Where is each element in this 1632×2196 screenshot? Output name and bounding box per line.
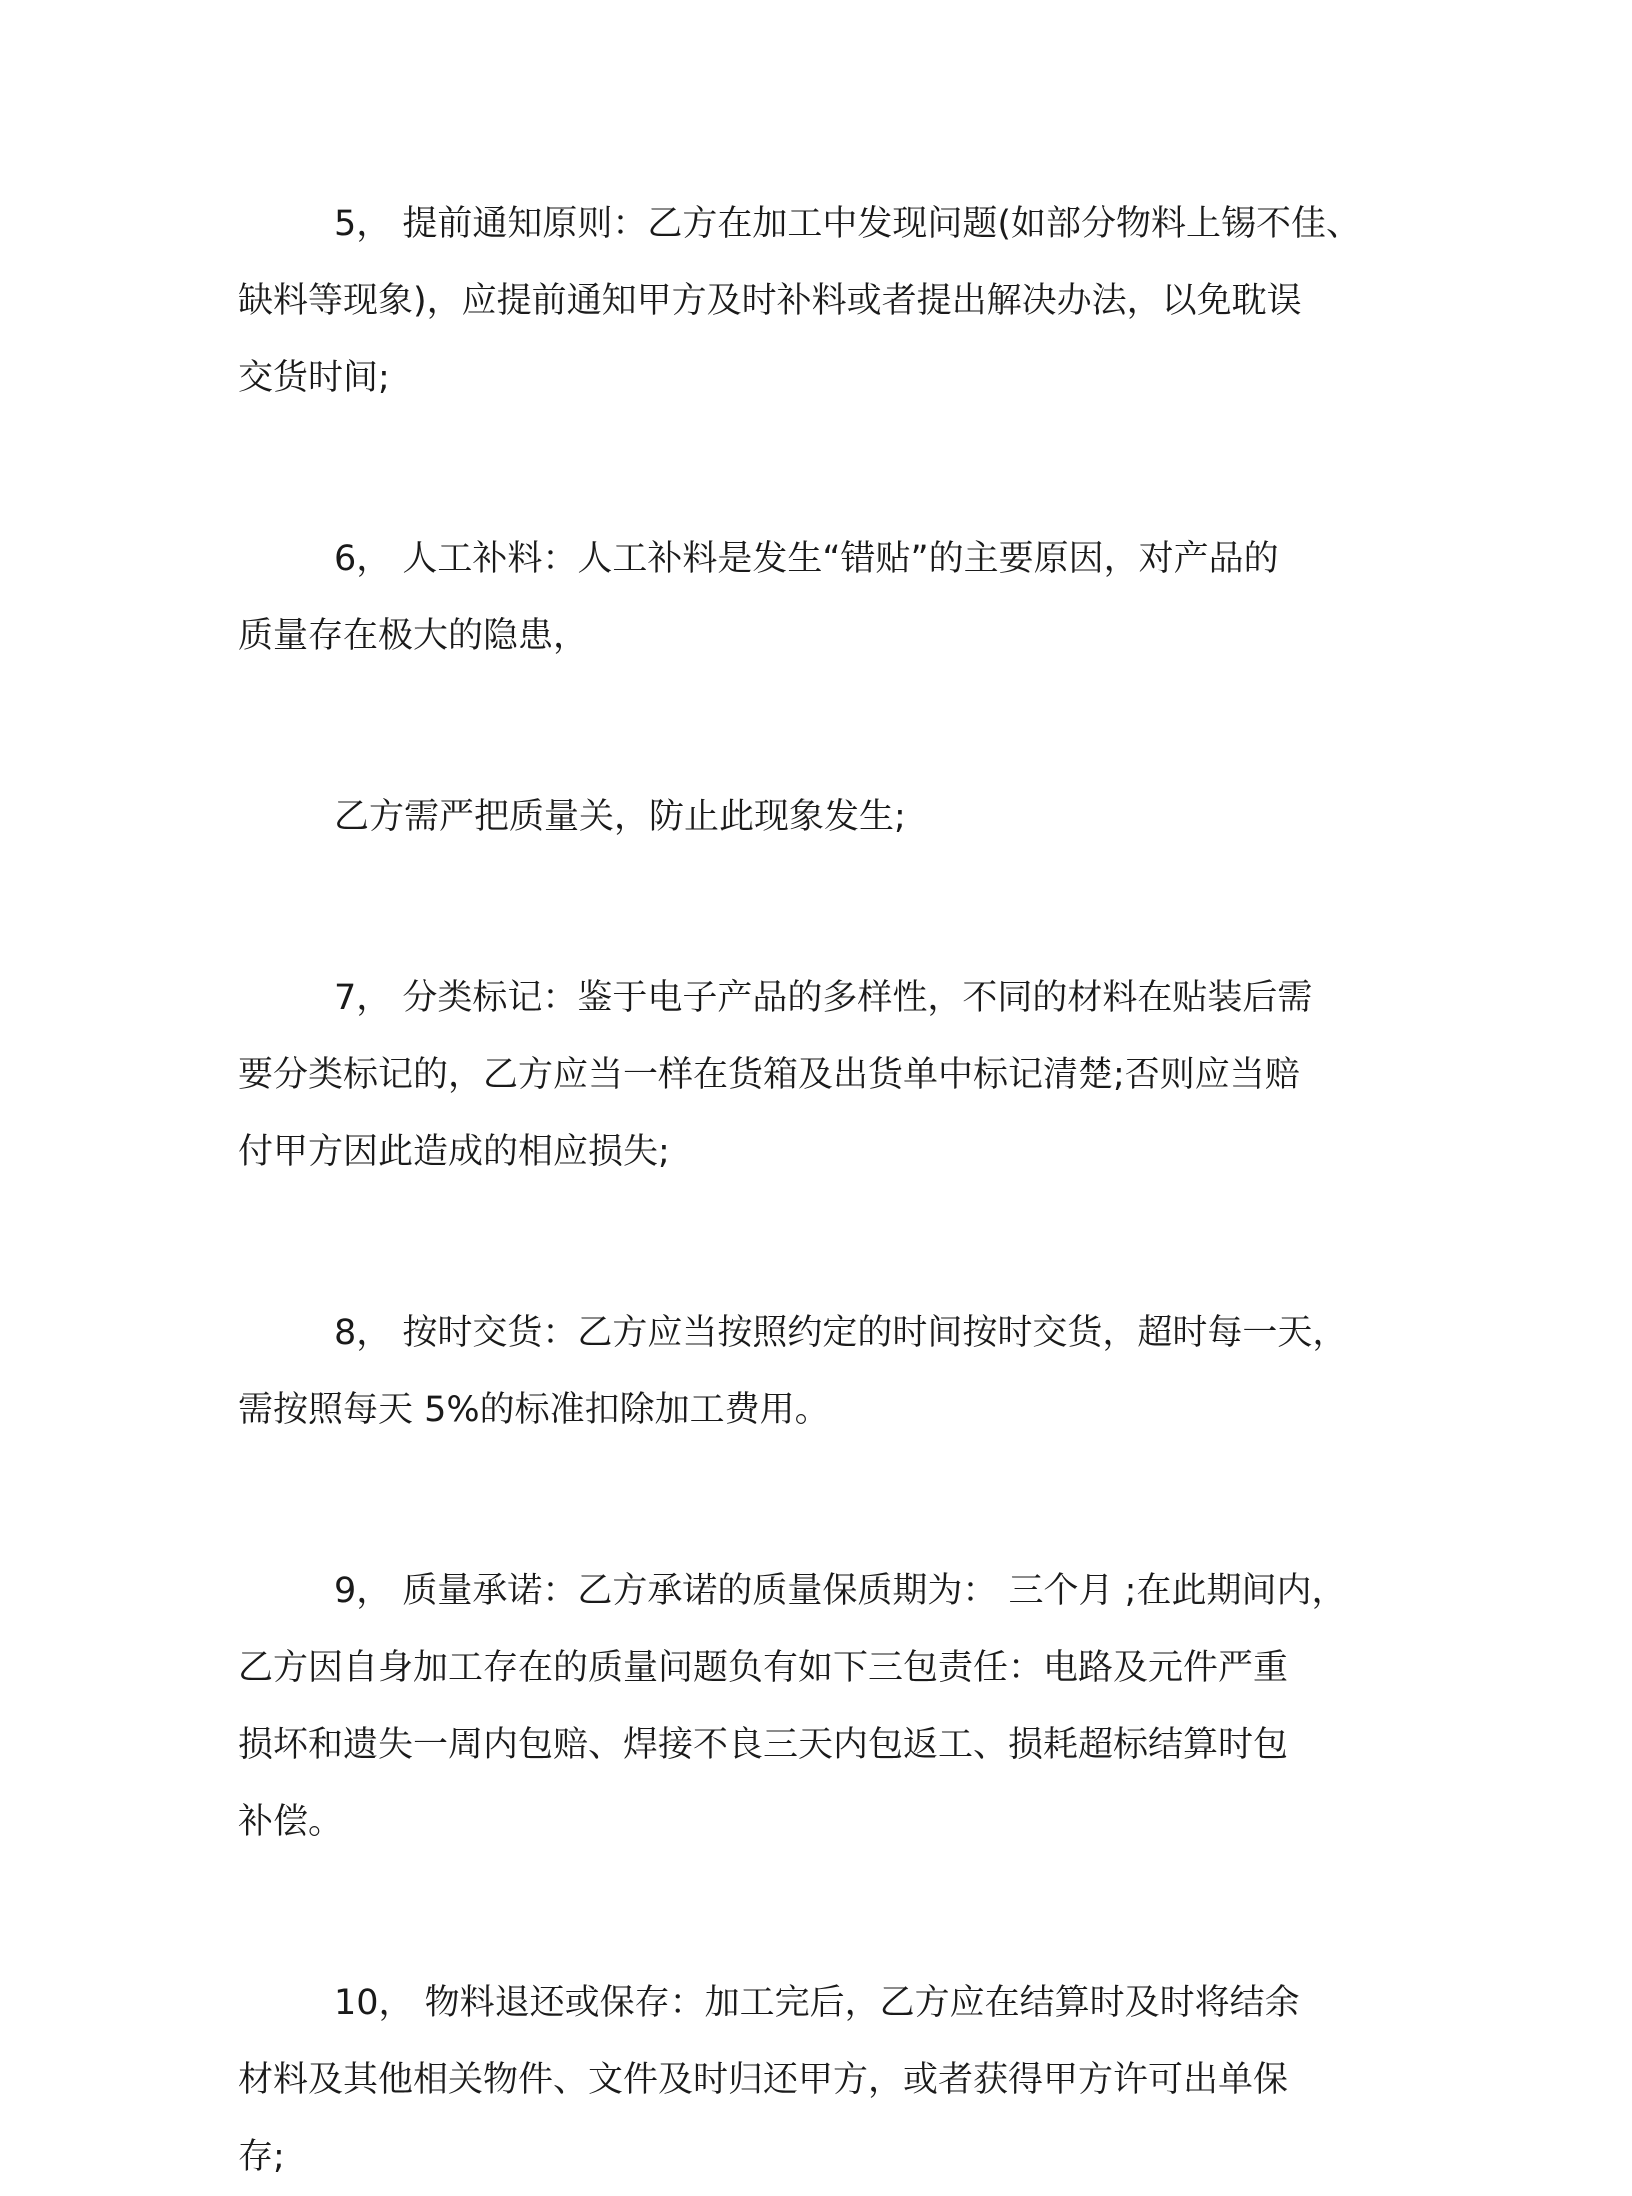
paragraph-spacer (238, 675, 1418, 779)
clause-5 (238, 186, 1418, 417)
clause-10-line-1: 10， 物料退还或保存：加工完后，乙方应在结算时及时将结余 (334, 1983, 1300, 2023)
paragraph-spacer (238, 856, 1418, 960)
document-body (238, 186, 1418, 2196)
paragraph-spacer (238, 417, 1418, 521)
clause-6 (238, 521, 1418, 675)
clause-8-line-1: 8， 按时交货：乙方应当按照约定的时间按时交货，超时每一天， (334, 1313, 1348, 1353)
clause-5-line-1: 5， 提前通知原则：乙方在加工中发现问题(如部分物料上锡不佳、 (334, 204, 1362, 244)
clause-7-line-2: 要分类标记的，乙方应当一样在货箱及出货单中标记清楚;否则应当赔 (238, 1055, 1300, 1095)
clause-10 (238, 1965, 1418, 2196)
clause-9-line-2: 乙方因自身加工存在的质量问题负有如下三包责任：电路及元件严重 (238, 1648, 1289, 1688)
paragraph-spacer (238, 1191, 1418, 1295)
clause-8-line-2: 需按照每天 5%的标准扣除加工费用。 (238, 1390, 830, 1430)
clause-7-line-1: 7， 分类标记：鉴于电子产品的多样性，不同的材料在贴装后需 (334, 978, 1313, 1018)
clause-7 (238, 960, 1418, 1191)
clause-6-continuation (238, 779, 1418, 856)
clause-9-line-1: 9， 质量承诺：乙方承诺的质量保质期为： 三个月 ;在此期间内， (334, 1571, 1347, 1611)
clause-9-line-3: 损坏和遗失一周内包赔、焊接不良三天内包返工、损耗超标结算时包 (238, 1725, 1289, 1765)
clause-8 (238, 1295, 1418, 1449)
clause-10-line-2: 材料及其他相关物件、文件及时归还甲方，或者获得甲方许可出单保 (238, 2060, 1289, 2100)
clause-6-continuation-line-1: 乙方需严把质量关，防止此现象发生; (334, 797, 906, 837)
clause-6-line-2: 质量存在极大的隐患， (238, 616, 589, 656)
paragraph-spacer (238, 1449, 1418, 1553)
clause-5-line-2: 缺料等现象)，应提前通知甲方及时补料或者提出解决办法，以免耽误 (238, 281, 1302, 321)
clause-5-line-3: 交货时间; (238, 358, 390, 398)
paragraph-spacer (238, 1861, 1418, 1965)
clause-6-line-1: 6， 人工补料：人工补料是发生“错贴”的主要原因，对产品的 (334, 539, 1279, 579)
clause-9-line-4: 补偿。 (238, 1802, 344, 1842)
clause-9 (238, 1553, 1418, 1861)
clause-10-line-3: 存; (238, 2137, 285, 2177)
clause-7-line-3: 付甲方因此造成的相应损失; (238, 1132, 670, 1172)
